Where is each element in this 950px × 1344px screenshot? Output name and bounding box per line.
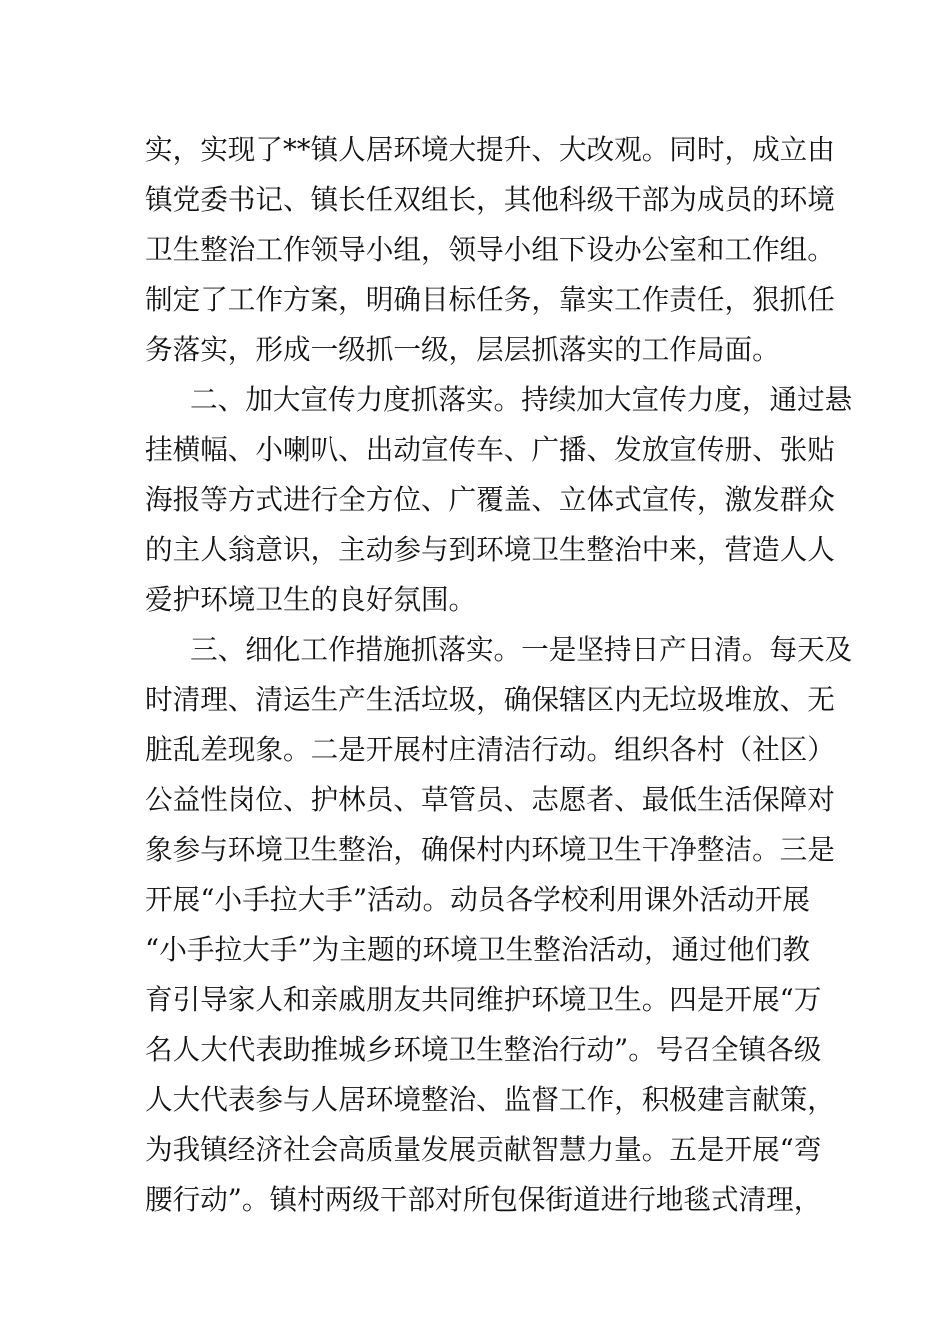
text-line-16: 开展“小手拉大手”活动。动员各学校利用课外活动开展 <box>145 883 810 916</box>
text-line-17: “小手拉大手”为主题的环境卫生整治活动，通过他们教 <box>145 933 810 966</box>
text-line-14: 公益性岗位、护林员、草管员、志愿者、最低生活保障对 <box>145 783 835 816</box>
text-line-20: 人大代表参与人居环境整治、监督工作，积极建言献策， <box>145 1083 835 1116</box>
text-line-7: 挂横幅、小喇叭、出动宣传车、广播、发放宣传册、张贴 <box>145 433 835 466</box>
text-line-4: 制定了工作方案，明确目标任务，靠实工作责任，狠抓任 <box>145 283 835 316</box>
text-line-9: 的主人翁意识，主动参与到环境卫生整治中来，营造人人 <box>145 533 835 566</box>
text-line-3: 卫生整治工作领导小组，领导小组下设办公室和工作组。 <box>145 233 835 266</box>
paragraph-2-heading-line: 二、加大宣传力度抓落实。持续加大宣传力度，通过悬 <box>190 383 853 416</box>
text-line-5: 务落实，形成一级抓一级，层层抓落实的工作局面。 <box>145 333 780 366</box>
text-line-22: 腰行动”。镇村两级干部对所包保街道进行地毯式清理， <box>145 1183 822 1216</box>
text-line-8: 海报等方式进行全方位、广覆盖、立体式宣传，激发群众 <box>145 483 835 516</box>
text-line-12: 时清理、清运生产生活垃圾，确保辖区内无垃圾堆放、无 <box>145 683 835 716</box>
text-line-18: 育引导家人和亲戚朋友共同维护环境卫生。四是开展“万 <box>145 983 822 1016</box>
text-line-15: 象参与环境卫生整治，确保村内环境卫生干净整洁。三是 <box>145 833 835 866</box>
paragraph-3-heading-line: 三、细化工作措施抓落实。一是坚持日产日清。每天及 <box>190 633 853 666</box>
text-line-10: 爱护环境卫生的良好氛围。 <box>145 583 477 616</box>
text-line-21: 为我镇经济社会高质量发展贡献智慧力量。五是开展“弯 <box>145 1133 822 1166</box>
text-line-2: 镇党委书记、镇长任双组长，其他科级干部为成员的环境 <box>145 183 835 216</box>
text-line-1: 实，实现了**镇人居环境大提升、大改观。同时，成立由 <box>145 133 835 166</box>
text-line-19: 名人大代表助推城乡环境卫生整治行动”。号召全镇各级 <box>145 1033 822 1066</box>
text-line-13: 脏乱差现象。二是开展村庄清洁行动。组织各村（社区） <box>145 733 835 766</box>
